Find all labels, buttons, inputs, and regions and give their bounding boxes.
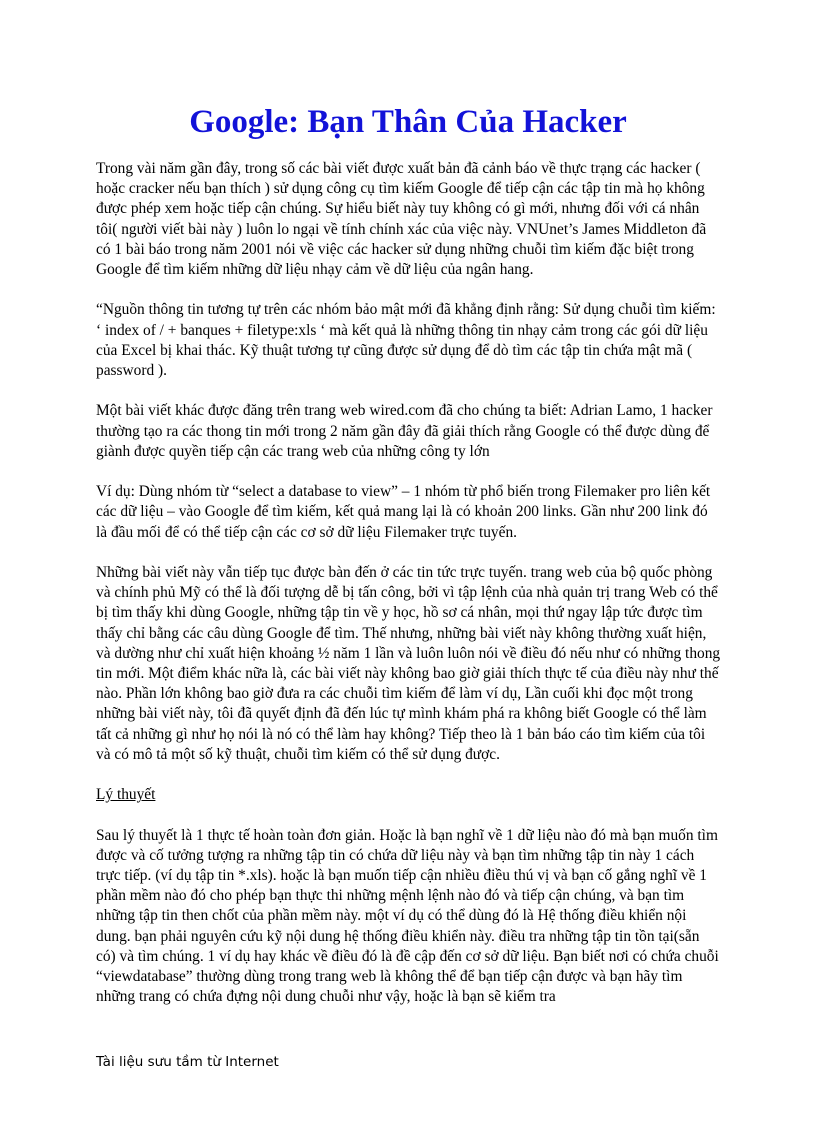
section-heading-theory: Lý thuyết — [96, 786, 156, 804]
document-body — [96, 159, 721, 1028]
page-footer: Tài liệu sưu tầm từ Internet — [96, 1054, 279, 1070]
paragraph-theory: Sau lý thuyết là 1 thực tế hoàn toàn đơn giản. Hoặc là bạn nghĩ về 1 dữ liệu nào đó mà bạn muốn tìm được và cố tưởng tượng ra những tập tin có chứa dữ liệu này và bạn tìm những tập tin này 1 cách trực tiếp. (ví dụ tập tin *.xls). hoặc là bạn muốn tiếp cận nhiều điều thú vị và bạn cố gắng nghĩ về 1 phần mềm nào đó cho phép bạn thực thi những mệnh lệnh nào đó và tiếp cận chúng, và bạn tìm những tập tin then chốt của phần mềm này. một ví dụ có thể dùng đó là Hệ thống điều khiển nội dung. bạn phải nguyên cứu kỹ nội dung hệ thống điều khiển này. điều tra những tập tin tồn tại(sẵn có) và tìm chúng. 1 ví dụ hay khác về điều đó là đề cập đến cơ sở dữ liệu. Bạn biết nơi có chứa chuỗi “viewdatabase” thường dùng trong trang web là không thể để bạn tiếp cận được và bạn hãy tìm những trang có chứa đựng nội dung chuỗi như vậy, hoặc là bạn sẽ kiểm tra — [96, 826, 719, 1006]
paragraph-example: Ví dụ: Dùng nhóm từ “select a database to view” – 1 nhóm từ phổ biến trong Filemaker pro liên kết các dữ liệu – vào Google để tìm kiếm, kết quả mang lại là có khoản 200 links. Gần như 200 link đó là đầu mối để có thể tiếp cận các cơ sở dữ liệu Filemaker trực tuyến. — [96, 483, 711, 541]
paragraph-intro: Trong vài năm gần đây, trong số các bài viết được xuất bản đã cảnh báo về thực trạng các hacker ( hoặc cracker nếu bạn thích ) sử dụng công cụ tìm kiếm Google để tiếp cận các tập tin mà họ không được phép xem hoặc tiếp cận chúng. Sự hiểu biết này tuy không có gì mới, nhưng đối với cá nhân tôi( người viết bài này ) luôn lo ngại về tính chính xác của việc này. VNUnet’s James Middleton đã có 1 bài báo trong năm 2001 nói về việc các hacker sử dụng những chuỗi tìm kiếm đặc biệt trong Google để tìm kiếm những dữ liệu nhạy cảm về dữ liệu của ngân hang. — [96, 160, 707, 279]
document-title: Google: Bạn Thân Của Hacker — [189, 104, 627, 140]
paragraph-quote: “Nguồn thông tin tương tự trên các nhóm bảo mật mới đã khẳng định rằng: Sử dụng chuỗi tìm kiếm: ‘ index of / + banques + filetype:xls ‘ mà kết quả là những thông tin nhạy cảm trong các gói dữ liệu của Excel bị khai thác. Kỹ thuật tương tự cũng được sử dụng để dò tìm các tập tin chứa mật mã ( password ). — [96, 301, 716, 380]
paragraph-wired: Một bài viết khác được đăng trên trang web wired.com đã cho chúng ta biết: Adrian Lamo, 1 hacker thường tạo ra các thong tin mới trong 2 năm gần đây đã giải thích rằng Google có thể được dùng để giành được quyền tiếp cận các trang web của những công ty lớn — [96, 402, 713, 460]
paragraph-articles: Những bài viết này vẫn tiếp tục được bàn đến ở các tin tức trực tuyến. trang web của bộ quốc phòng và chính phủ Mỹ có thể là đối tượng dễ bị tấn công, bởi vì tập lệnh của nhà quản trị trang Web có thể bị tìm thấy khi dùng Google, những tập tin về y học, hồ sơ cá nhân, mọi thứ ngay lập tức được tìm thấy chỉ bằng các câu dùng Google để tìm. Thế nhưng, những bài viết này không thường xuất hiện, và dường như chỉ xuất hiện khoảng ½ năm 1 lần và luôn luôn nói về điều đó nếu như có những thong tin mới. Một điểm khác nữa là, các bài viết này không bao giờ giải thích thực tế của điều này như thế nào. Phần lớn không bao giờ đưa ra các chuỗi tìm kiếm để làm ví dụ, Lần cuối khi đọc một trong những bài viết này, tôi đã quyết định đã đến lúc tự mình khám phá ra không biết Google có thể làm tất cả những gì như họ nói là nó có thể làm hay không? Tiếp theo là 1 bản báo cáo tìm kiếm của tôi và có mô tả một số kỹ thuật, chuỗi tìm kiếm có thể sử dụng được. — [96, 564, 721, 763]
